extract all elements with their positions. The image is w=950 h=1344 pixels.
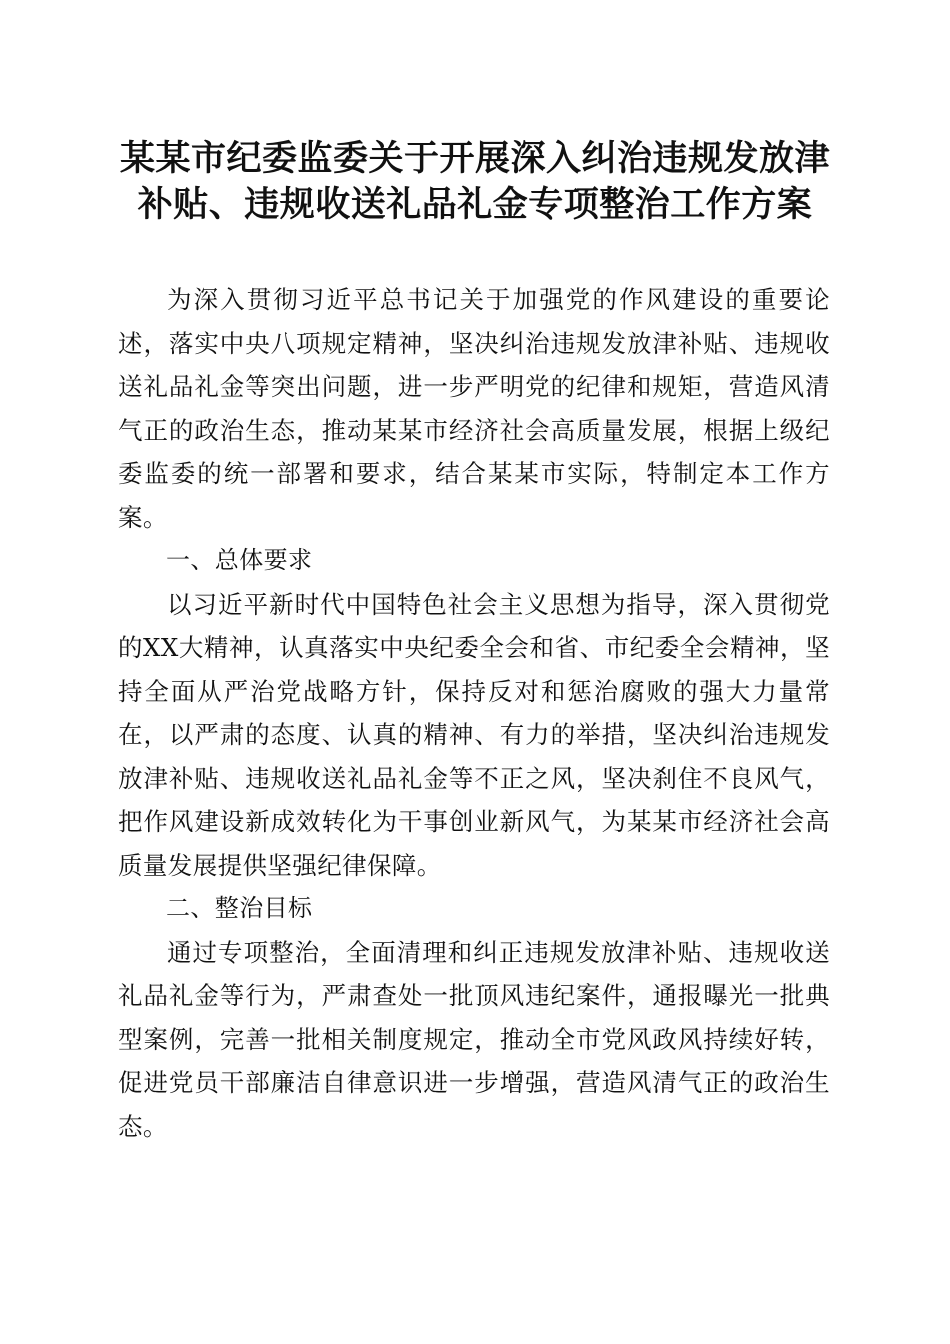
document-body xyxy=(118,278,830,1148)
section-paragraph-overall-requirements: 以习近平新时代中国特色社会主义思想为指导，深入贯彻党的XX大精神，认真落实中央纪委全会和省、市纪委全会精神，坚持全面从严治党战略方针，保持反对和惩治腐败的强大力量常在，以严肃的态度、认真的精神、有力的举措，坚决纠治违规发放津补贴、违规收送礼品礼金等不正之风，坚决刹住不良风气，把作风建设新成效转化为干事创业新风气，为某某市经济社会高质量发展提供坚强纪律保障。 xyxy=(118,589,830,880)
section-heading-rectification-goals: 二、整治目标 xyxy=(166,894,313,922)
section-paragraph-rectification-goals: 通过专项整治，全面清理和纠正违规发放津补贴、违规收送礼品礼金等行为，严肃查处一批顶风违纪案件，通报曝光一批典型案例，完善一批相关制度规定，推动全市党风政风持续好转，促进党员干部廉洁自律意识进一步增强，营造风清气正的政治生态。 xyxy=(118,937,830,1141)
section-heading-overall-requirements: 一、总体要求 xyxy=(166,546,313,574)
title-line-1: 某某市纪委监委关于开展深入纠治违规发放津 xyxy=(119,138,830,179)
document-title xyxy=(110,136,840,228)
intro-paragraph: 为深入贯彻习近平总书记关于加强党的作风建设的重要论述，落实中央八项规定精神，坚决纠治违规发放津补贴、违规收送礼品礼金等突出问题，进一步严明党的纪律和规矩，营造风清气正的政治生态，推动某某市经济社会高质量发展，根据上级纪委监委的统一部署和要求，结合某某市实际，特制定本工作方案。 xyxy=(118,285,830,532)
title-line-2: 补贴、违规收送礼品礼金专项整治工作方案 xyxy=(137,184,813,225)
